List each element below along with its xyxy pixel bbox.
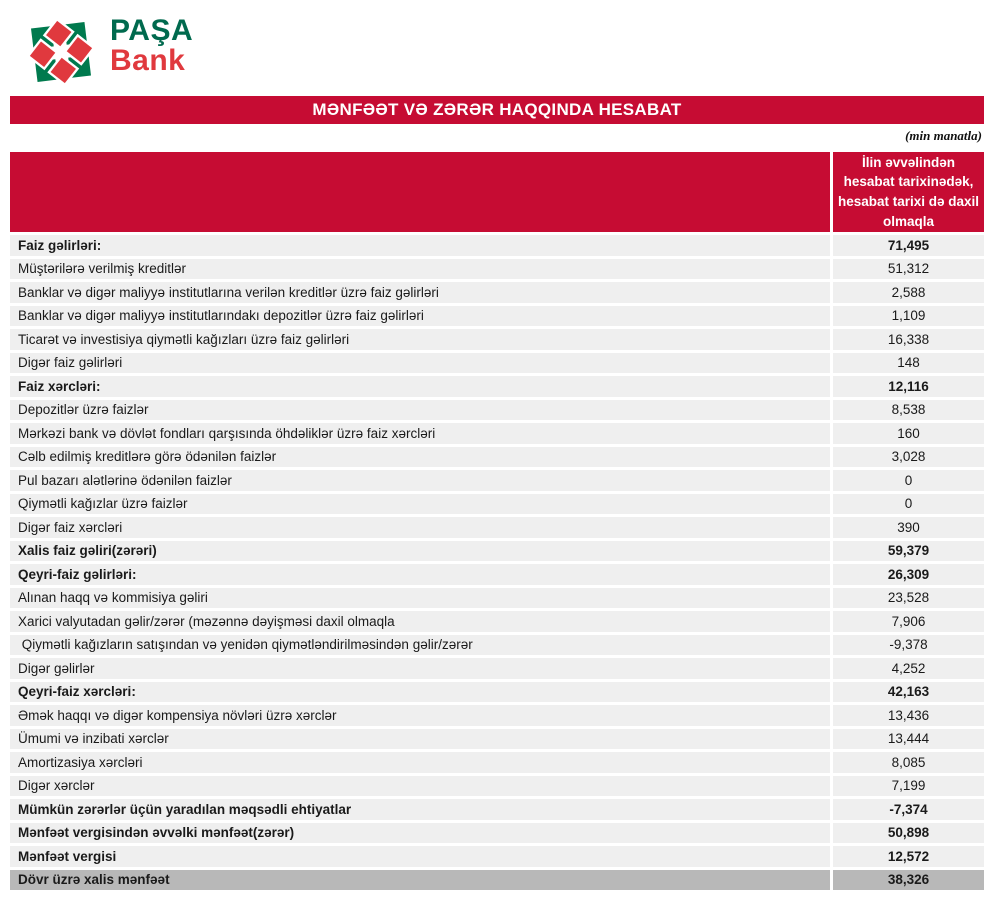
table-row [10,846,984,867]
table-row [10,705,984,726]
table-row [10,400,984,421]
table-row [10,870,984,891]
table-row [10,635,984,656]
row-label: Cəlb edilmiş kreditlərə görə ödənilən faizlər [10,447,830,468]
table-row [10,329,984,350]
row-label: Faiz xərcləri: [10,376,830,397]
row-value: 42,163 [833,682,984,703]
table-row [10,282,984,303]
row-value: -7,374 [833,799,984,820]
row-value: 38,326 [833,870,984,891]
table-row [10,682,984,703]
row-label: Alınan haqq və kommisiya gəliri [10,588,830,609]
table-row [10,376,984,397]
row-label: Dövr üzrə xalis mənfəət [10,870,830,891]
currency-unit-note: (min manatla) [905,128,982,143]
brand-wordmark [110,16,193,76]
table-header-label-cell [10,152,830,232]
row-label: Xalis faiz gəliri(zərəri) [10,541,830,562]
row-label: Qeyri-faiz gəlirləri: [10,564,830,585]
row-value: 13,444 [833,729,984,750]
table-row [10,541,984,562]
brand-name-top: PAŞA [110,14,194,47]
table-header-value-cell: İlin əvvəlindən hesabat tarixinədək, hesabat tarixi də daxil olmaqla [833,152,984,232]
row-label: Əmək haqqı və digər kompensiya növləri üzrə xərclər [10,705,830,726]
table-row [10,447,984,468]
brand-name-bottom: Bank [110,44,186,77]
table-row [10,658,984,679]
table-row [10,259,984,280]
row-value: 8,085 [833,752,984,773]
row-value: 71,495 [833,235,984,256]
row-label: Digər gəlirlər [10,658,830,679]
row-label: Mümkün zərərlər üçün yaradılan məqsədli ehtiyatlar [10,799,830,820]
row-label: Digər faiz xərcləri [10,517,830,538]
row-value: 0 [833,494,984,515]
row-label: Qiymətli kağızların satışından və yenidən qiymətləndirilməsindən gəlir/zərər [10,635,830,656]
row-value: 23,528 [833,588,984,609]
row-value: 16,338 [833,329,984,350]
row-label: Mənfəət vergisi [10,846,830,867]
table-row [10,823,984,844]
table-row [10,752,984,773]
row-value: 26,309 [833,564,984,585]
row-label: Mərkəzi bank və dövlət fondları qarşısında öhdəliklər üzrə faiz xərcləri [10,423,830,444]
row-value: 2,588 [833,282,984,303]
row-label: Qeyri-faiz xərcləri: [10,682,830,703]
row-value: 51,312 [833,259,984,280]
pasha-bank-logo-icon [22,10,100,94]
row-label: Qiymətli kağızlar üzrə faizlər [10,494,830,515]
table-row [10,235,984,256]
row-value: 8,538 [833,400,984,421]
row-value: 12,572 [833,846,984,867]
row-label: Digər faiz gəlirləri [10,353,830,374]
row-label: Ticarət və investisiya qiymətli kağızları üzrə faiz gəlirləri [10,329,830,350]
row-value: 390 [833,517,984,538]
row-label: Banklar və digər maliyyə institutlarına verilən kreditlər üzrə faiz gəlirləri [10,282,830,303]
table-row [10,353,984,374]
row-value: 50,898 [833,823,984,844]
report-title-banner: MƏNFƏƏT VƏ ZƏRƏR HAQQINDA HESABAT [10,96,984,124]
table-row [10,494,984,515]
table-row [10,776,984,797]
table-row [10,306,984,327]
row-label: Digər xərclər [10,776,830,797]
row-value: 12,116 [833,376,984,397]
row-value: 0 [833,470,984,491]
table-row [10,799,984,820]
row-value: 4,252 [833,658,984,679]
row-label: Ümumi və inzibati xərclər [10,729,830,750]
brand-header [22,8,984,96]
table-row [10,423,984,444]
row-value: 7,199 [833,776,984,797]
row-label: Xarici valyutadan gəlir/zərər (məzənnə dəyişməsi daxil olmaqla [10,611,830,632]
row-value: -9,378 [833,635,984,656]
row-label: Amortizasiya xərcləri [10,752,830,773]
row-label: Mənfəət vergisindən əvvəlki mənfəət(zərər) [10,823,830,844]
row-value: 1,109 [833,306,984,327]
row-label: Depozitlər üzrə faizlər [10,400,830,421]
table-row [10,611,984,632]
table-header-row [10,152,984,232]
profit-loss-table [10,152,984,890]
row-value: 3,028 [833,447,984,468]
row-label: Müştərilərə verilmiş kreditlər [10,259,830,280]
row-value: 59,379 [833,541,984,562]
row-label: Banklar və digər maliyyə institutlarındakı depozitlər üzrə faiz gəlirləri [10,306,830,327]
table-row [10,588,984,609]
table-row [10,564,984,585]
table-row [10,470,984,491]
row-value: 148 [833,353,984,374]
table-body [10,235,984,890]
row-value: 13,436 [833,705,984,726]
row-value: 160 [833,423,984,444]
table-row [10,729,984,750]
row-label: Pul bazarı alətlərinə ödənilən faizlər [10,470,830,491]
row-value: 7,906 [833,611,984,632]
table-row [10,517,984,538]
row-label: Faiz gəlirləri: [10,235,830,256]
